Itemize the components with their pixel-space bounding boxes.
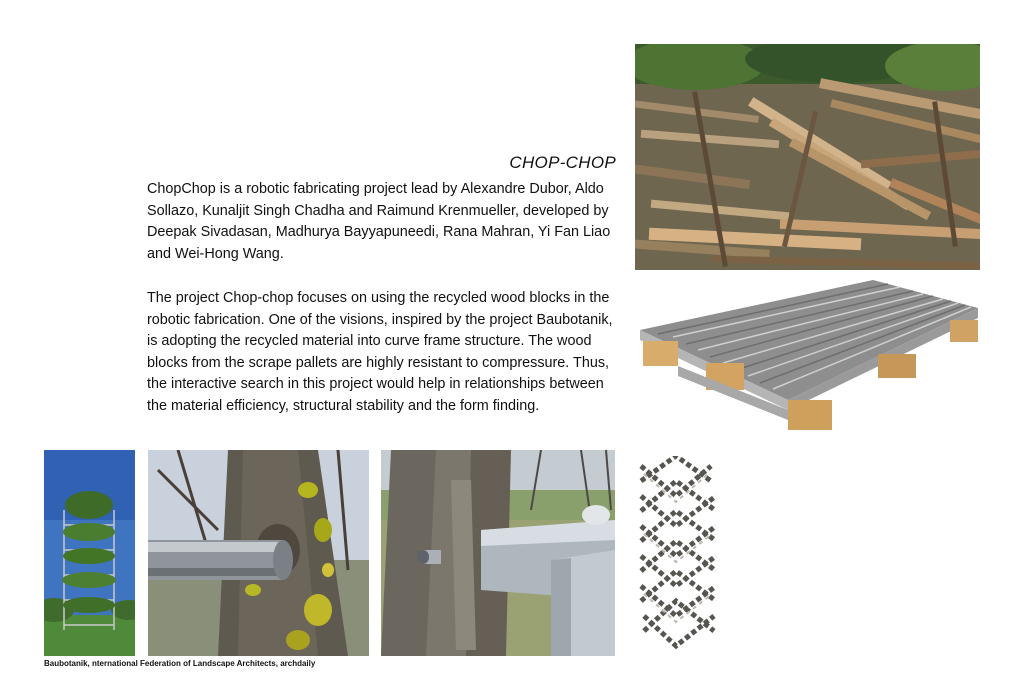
wood-lattice-image	[636, 456, 722, 656]
baubotanik-tower-photo	[44, 450, 135, 656]
image-caption: Baubotanik, nternational Federation of Landscape Architects, archdaily	[44, 659, 316, 668]
pallet-pile-photo	[635, 44, 980, 270]
pallet-image	[638, 280, 980, 430]
tree-pipe-photo	[148, 450, 369, 656]
project-description-paragraph: The project Chop-chop focuses on using the recycled wood blocks in the robotic fabrication. One of the visions, inspired by the project Baubotanik, is adopting the recycled material into curve frame structure. The wood blocks from the scrape pallets are highly resistant to compressure. Thus, the interactive search in this project would help in relationships between the material efficiency, structural stability and the form finding.	[147, 290, 613, 414]
page-title: CHOP-CHOP	[509, 153, 616, 172]
tree-frame-joint-photo	[381, 450, 615, 656]
intro-paragraph: ChopChop is a robotic fabricating project lead by Alexandre Dubor, Aldo Sollazo, Kunaljit Singh Chadha and Raimund Krenmueller, developed by Deepak Sivadasan, Madhurya Bayyapuneedi, Rana Mahran, Yi Fan Liao and Wei-Hong Wang.	[147, 181, 611, 262]
